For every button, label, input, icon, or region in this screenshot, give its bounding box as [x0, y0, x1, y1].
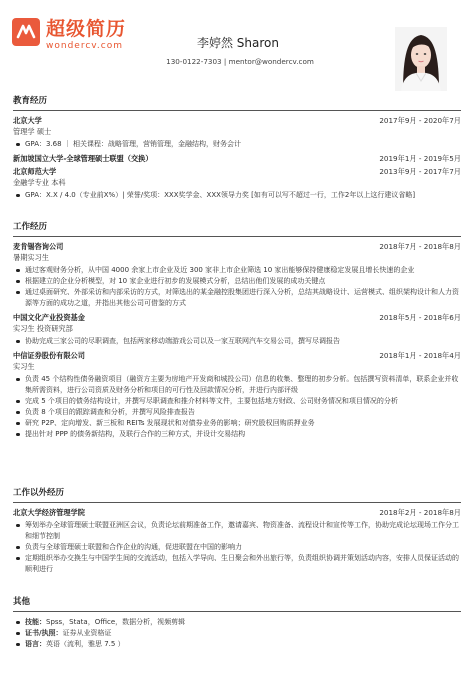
school-name: 北京大学: [13, 115, 42, 125]
skills-value: Spss，Stata，Office，数据分析，视频剪辑: [46, 617, 186, 626]
education-item: [13, 154, 461, 163]
date-range: 2018年1月 - 2018年4月: [379, 350, 461, 360]
contact-info: 130-0122-7303 | mentor@wondercv.com: [166, 57, 314, 66]
list-item: 筹划举办全球管理硕士联盟亚洲区会议，负责论坛前期准备工作，邀请嘉宾、物资准备、流程设计和宣传等工作，协助完成论坛现场工作分工和细节控制: [13, 520, 461, 542]
list-item: 协助完成三家公司的尽职调查，包括两家移动端游戏公司以及一家互联网汽车交易公司，撰写尽调报告: [13, 336, 461, 347]
job-title: 实习生 投资研究部: [13, 323, 73, 333]
skills-label: 技能：: [25, 617, 46, 626]
extracurricular-section: [13, 488, 461, 579]
job-title: 暑期实习生: [13, 252, 49, 262]
school-name: 北京师范大学: [13, 166, 57, 176]
organization-name: 北京大学经济管理学院: [13, 507, 85, 517]
avatar: [395, 27, 447, 91]
work-title: 工作经历: [13, 222, 461, 237]
brand-logo: [12, 18, 126, 51]
list-item: 提出针对 PPP 的债务新结构，及联行合作的三种方式，并设计交易结构: [13, 429, 461, 440]
wondercv-logo-icon: [12, 18, 40, 46]
list-item: 负责与全球管理硕士联盟和合作企业的沟通，促进联盟在中国的影响力: [13, 542, 461, 553]
logo-domain-text: wondercv.com: [46, 41, 123, 51]
logo-chinese-text: 超级简历: [46, 18, 127, 40]
list-item: 完成 5 个项目的债务结构设计，并撰写尽职调查和推介材料等文件，主要包括地方财政、公司财务情况和项目情况的分析: [13, 396, 461, 407]
others-section: [13, 597, 461, 650]
company-name: 中国文化产业投资基金: [13, 312, 85, 322]
date-range: 2017年9月 - 2020年7月: [379, 115, 461, 125]
school-name: 新加坡国立大学-全球管理硕士联盟（交换）: [13, 153, 153, 163]
degree: 管理学 硕士: [13, 126, 52, 136]
education-section: [13, 96, 461, 205]
degree: 金融学专业 本科: [13, 177, 66, 187]
candidate-name: 李婷然 Sharon: [196, 36, 279, 50]
list-item: GPA：X.X / 4.0（专业前X%）| 荣誉/奖项：XXX奖学金、XXX领导力奖 [如有可以写不超过一行，工作2年以上这行建议省略]: [13, 190, 461, 201]
list-item: 根据建立的企业分析模型，对 10 家企业进行初步的发展模式分析，总结出他们发展的成功关键点: [13, 276, 461, 287]
company-name: 中信证券股份有限公司: [13, 350, 85, 360]
date-range: 2018年5月 - 2018年6月: [379, 312, 461, 322]
list-item: 研究 P2P、定向增发、新三板和 REITs 发展现状和对债券业务的影响；研究股权回购质押业务: [13, 418, 461, 429]
education-title: 教育经历: [13, 96, 461, 111]
list-item: 负责 45 个结构性债务融资项目（融资方主要为房地产开发商和城投公司）信息的收集、整理的初步分析。包括撰写资料清单，联系企业并收集所需资料，进行公司资质及财务分析和项目的可行性及回款情况分析，并进行内部评级: [13, 374, 461, 396]
languages-label: 语言：: [25, 639, 46, 648]
company-name: 麦肯锡咨询公司: [13, 241, 64, 251]
date-range: 2019年1月 - 2019年5月: [379, 153, 461, 163]
certificates-label: 证书/执照：: [25, 628, 63, 637]
list-item: 通过客观财务分析，从中国 4000 余家上市企业及近 300 家非上市企业筛选 10 家出能够保持健康稳定发展且增长快速的企业: [13, 265, 461, 276]
certificates-value: 证券从业资格证: [62, 628, 112, 637]
date-range: 2018年7月 - 2018年8月: [379, 241, 461, 251]
certificates-item: [13, 628, 461, 639]
list-item: 通过桌面研究、外部采访和内部采访的方式，对筛选出的某金融控股集团进行深入分析，总结其战略设计、运营模式、组织架构设计和人力资源等方面的成功之道，并指出其他公司可借鉴的方式: [13, 287, 461, 309]
skills-item: [13, 617, 461, 628]
extracurricular-title: 工作以外经历: [13, 488, 461, 503]
others-title: 其他: [13, 597, 461, 612]
work-item: [13, 242, 461, 309]
education-item: [13, 116, 461, 150]
work-section: [13, 222, 461, 444]
list-item: GPA：3.68 ｜ 相关课程：战略管理，营销管理，金融结构，财务会计: [13, 139, 461, 150]
languages-value: 英语（流利，雅思 7.5 ）: [46, 639, 125, 648]
job-title: 实习生: [13, 361, 35, 371]
education-item: [13, 167, 461, 201]
activity-item: [13, 508, 461, 575]
list-item: 定期组织举办交换生与中国学生间的交流活动，包括入学导向、生日聚会和外出旅行等，负责组织协调并策划活动内容，安排人员保证活动的顺利进行: [13, 553, 461, 575]
date-range: 2018年2月 - 2018年8月: [379, 507, 461, 517]
date-range: 2013年9月 - 2017年7月: [379, 166, 461, 176]
work-item: [13, 313, 461, 347]
work-item: [13, 351, 461, 440]
list-item: 负责 8 个项目的跟踪调查和分析，并撰写风险排查报告: [13, 407, 461, 418]
languages-item: [13, 639, 461, 650]
